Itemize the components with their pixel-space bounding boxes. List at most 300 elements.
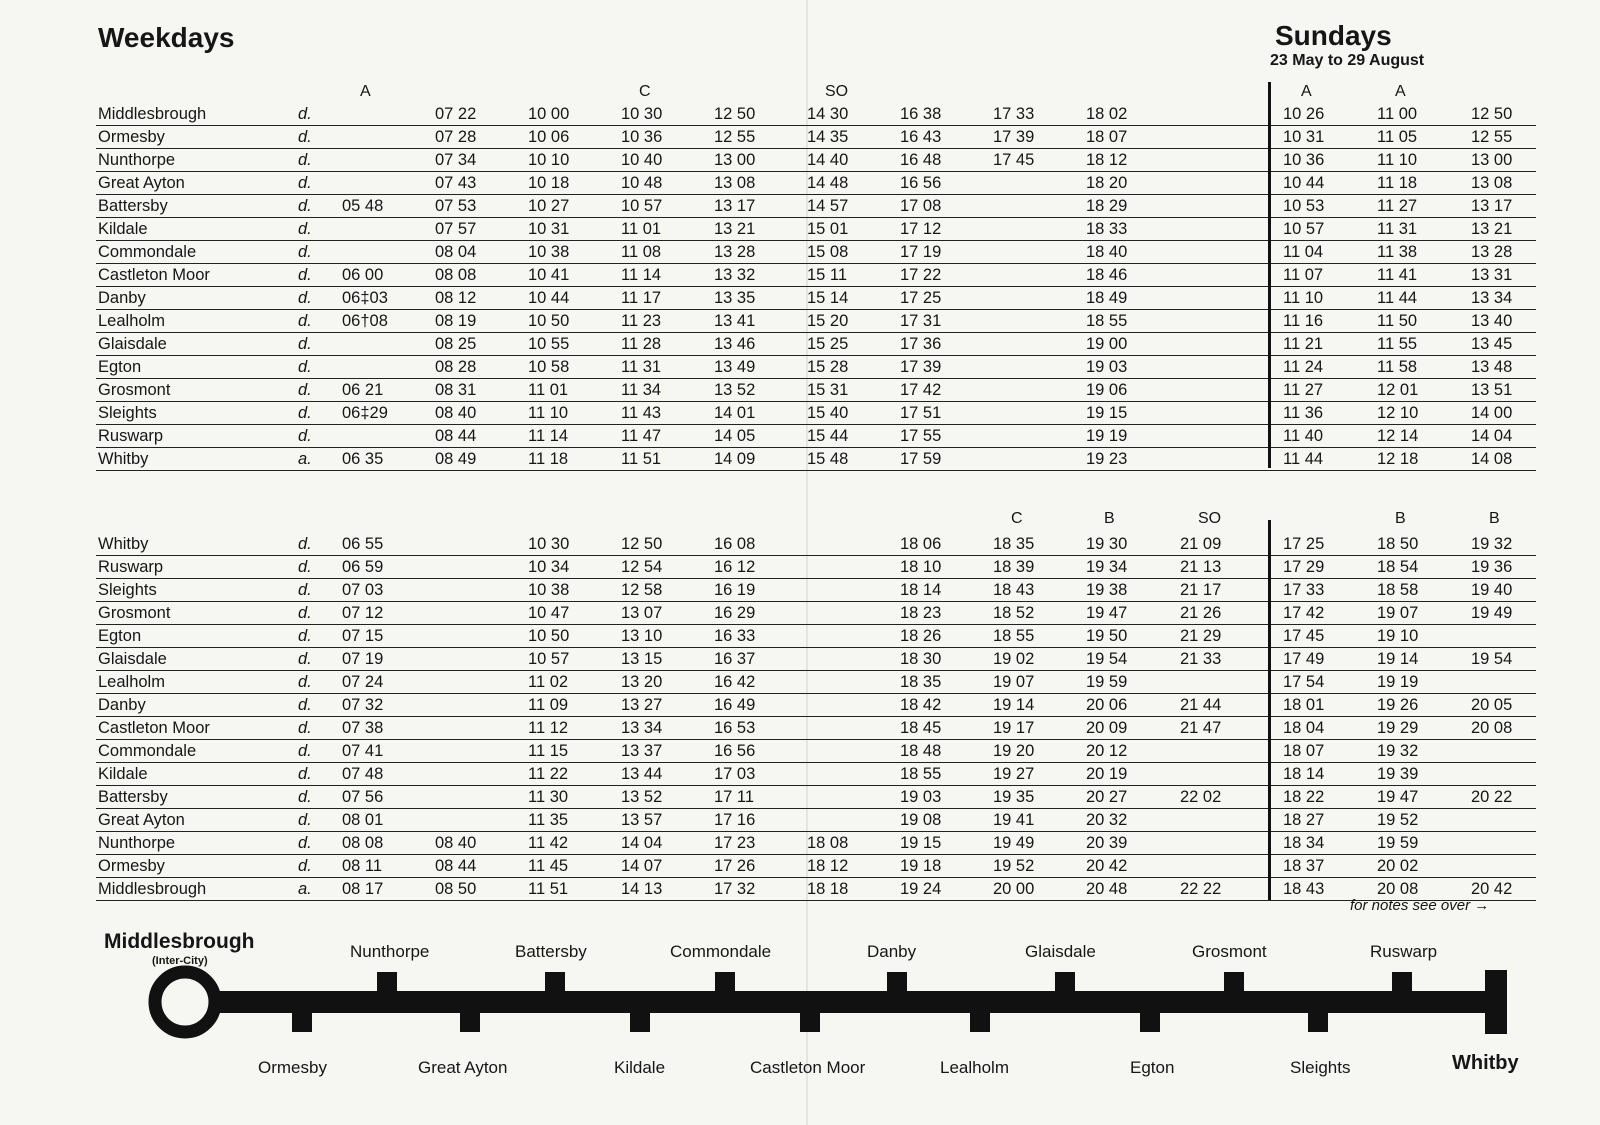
arr-dep-marker: d. [298,197,312,215]
weekday-time: 07 48 [342,765,384,783]
weekday-time: 06 55 [342,535,384,553]
sunday-time: 18 34 [1283,834,1325,852]
weekday-time: 19 14 [993,696,1035,714]
weekday-time: 16 12 [714,558,756,576]
weekday-time: 17 03 [714,765,756,783]
station-name: Egton [98,358,142,376]
weekday-time: 08 40 [435,404,477,422]
weekday-time: 18 29 [1086,197,1128,215]
column-note: B [1104,510,1115,527]
sunday-time: 13 17 [1471,197,1513,215]
sunday-time: 11 40 [1283,427,1324,445]
map-station-below: Great Ayton [418,1058,508,1077]
sunday-time: 10 53 [1283,197,1325,215]
weekday-time: 18 30 [900,650,942,668]
weekday-time: 12 50 [621,535,663,553]
weekday-time: 11 01 [528,381,569,399]
weekday-time: 20 48 [1086,880,1128,898]
weekday-time: 18 49 [1086,289,1128,307]
arr-dep-marker: d. [298,312,312,330]
arr-dep-marker: d. [298,266,312,284]
weekday-time: 17 36 [900,335,942,353]
arr-dep-marker: d. [298,404,312,422]
sunday-time: 19 39 [1377,765,1419,783]
table-row [96,762,1536,786]
weekday-time: 18 12 [1086,151,1128,169]
weekday-time: 19 30 [1086,535,1128,553]
weekday-time: 11 23 [621,312,662,330]
weekdays-heading: Weekdays [98,22,235,53]
weekday-time: 17 31 [900,312,942,330]
sunday-time: 12 01 [1377,381,1419,399]
weekday-time: 15 40 [807,404,849,422]
weekday-time: 07 56 [342,788,384,806]
table-row [96,532,1536,556]
weekday-time: 18 48 [900,742,942,760]
table-row [96,601,1536,625]
weekday-time: 06‡29 [342,404,388,422]
sunday-time: 13 31 [1471,266,1513,284]
station-name: Grosmont [98,604,171,622]
weekday-time: 06‡03 [342,289,388,307]
station-name: Lealholm [98,312,165,330]
weekday-time: 11 22 [528,765,569,783]
weekday-time: 13 27 [621,696,663,714]
weekday-time: 14 01 [714,404,756,422]
weekday-time: 07 24 [342,673,384,691]
arr-dep-marker: a. [298,450,312,468]
weekday-time: 14 04 [621,834,663,852]
table-row [96,194,1536,218]
map-station-below: Lealholm [940,1058,1009,1077]
weekday-time: 19 35 [993,788,1035,806]
station-name: Middlesbrough [98,105,207,123]
weekday-time: 17 51 [900,404,942,422]
weekday-time: 13 15 [621,650,663,668]
weekday-time: 17 26 [714,857,756,875]
table-row [96,424,1536,448]
station-name: Commondale [98,742,197,760]
table-row [96,693,1536,717]
weekday-time: 18 26 [900,627,942,645]
weekday-time: 13 07 [621,604,663,622]
weekday-time: 17 39 [900,358,942,376]
weekday-time: 12 50 [714,105,756,123]
station-name: Middlesbrough [98,880,207,898]
table-row [96,831,1536,855]
weekday-time: 08 17 [342,880,384,898]
arr-dep-marker: d. [298,673,312,691]
weekday-time: 11 10 [528,404,569,422]
sunday-time: 11 04 [1283,243,1324,261]
arr-dep-marker: d. [298,696,312,714]
weekday-time: 08 19 [435,312,477,330]
station-name: Grosmont [98,381,171,399]
sunday-time: 17 29 [1283,558,1325,576]
weekday-time: 11 14 [528,427,569,445]
weekday-time: 05 48 [342,197,384,215]
sunday-time: 13 00 [1471,151,1513,169]
weekday-time: 14 05 [714,427,756,445]
sunday-time: 11 44 [1377,289,1418,307]
station-name: Great Ayton [98,811,185,829]
weekday-time: 20 09 [1086,719,1128,737]
station-name: Castleton Moor [98,719,210,737]
weekday-time: 15 20 [807,312,849,330]
sunday-time: 19 19 [1377,673,1419,691]
sunday-time: 11 27 [1283,381,1324,399]
sunday-time: 18 27 [1283,811,1325,829]
weekday-time: 16 56 [714,742,756,760]
table-row [96,332,1536,356]
weekday-time: 08 50 [435,880,477,898]
table-row [96,670,1536,694]
station-name: Ormesby [98,857,165,875]
weekday-time: 18 23 [900,604,942,622]
weekday-time: 13 52 [621,788,663,806]
weekday-time: 17 25 [900,289,942,307]
weekday-time: 18 08 [807,834,849,852]
weekday-time: 11 47 [621,427,662,445]
sunday-time: 12 50 [1471,105,1513,123]
sunday-time: 20 08 [1471,719,1513,737]
station-name: Lealholm [98,673,165,691]
station-name: Whitby [98,535,149,553]
station-name: Ruswarp [98,427,164,445]
weekday-time: 11 02 [528,673,569,691]
arr-dep-marker: d. [298,174,312,192]
weekday-time: 18 39 [993,558,1035,576]
weekday-time: 21 44 [1180,696,1222,714]
sunday-time: 11 21 [1283,335,1324,353]
weekday-time: 18 55 [900,765,942,783]
weekday-time: 18 14 [900,581,942,599]
weekday-time: 20 27 [1086,788,1128,806]
sunday-time: 19 07 [1377,604,1419,622]
sunday-time: 11 00 [1377,105,1418,123]
table-row [96,401,1536,425]
weekday-time: 10 57 [528,650,570,668]
weekday-time: 21 29 [1180,627,1222,645]
sunday-time: 11 44 [1283,450,1324,468]
weekday-time: 08 12 [435,289,477,307]
sunday-time: 17 45 [1283,627,1325,645]
sunday-time: 13 48 [1471,358,1513,376]
column-note: B [1395,510,1406,527]
weekday-time: 13 28 [714,243,756,261]
table-row [96,355,1536,379]
weekday-time: 19 17 [993,719,1035,737]
weekday-time: 11 17 [621,289,662,307]
map-station-above: Battersby [515,942,587,961]
weekday-time: 18 33 [1086,220,1128,238]
weekday-time: 21 26 [1180,604,1222,622]
column-note: A [1301,83,1312,100]
map-start-station: Middlesbrough [104,930,255,953]
sunday-time: 10 57 [1283,220,1325,238]
weekday-time: 17 42 [900,381,942,399]
weekday-time: 10 27 [528,197,570,215]
sunday-time: 19 54 [1471,650,1513,668]
weekday-time: 07 53 [435,197,477,215]
weekday-time: 11 45 [528,857,569,875]
station-name: Danby [98,289,146,307]
map-station-above: Glaisdale [1025,942,1096,961]
weekday-time: 18 45 [900,719,942,737]
weekday-time: 10 40 [621,151,663,169]
weekday-time: 08 01 [342,811,384,829]
weekday-time: 18 20 [1086,174,1128,192]
weekday-time: 19 03 [1086,358,1128,376]
sunday-time: 12 55 [1471,128,1513,146]
weekday-time: 17 22 [900,266,942,284]
weekday-time: 20 19 [1086,765,1128,783]
weekday-time: 08 08 [435,266,477,284]
weekday-time: 13 17 [714,197,756,215]
map-station-below: Egton [1130,1058,1175,1077]
map-station-above: Ruswarp [1370,942,1438,961]
sunday-time: 17 49 [1283,650,1325,668]
weekday-time: 13 00 [714,151,756,169]
sunday-time: 11 16 [1283,312,1324,330]
weekday-time: 07 57 [435,220,477,238]
weekday-time: 18 06 [900,535,942,553]
station-name: Nunthorpe [98,834,176,852]
weekday-time: 16 08 [714,535,756,553]
weekday-time: 13 34 [621,719,663,737]
weekday-time: 16 49 [714,696,756,714]
weekday-time: 18 52 [993,604,1035,622]
weekday-time: 11 43 [621,404,662,422]
sunday-time: 11 24 [1283,358,1324,376]
weekday-time: 13 41 [714,312,756,330]
station-name: Kildale [98,765,148,783]
arr-dep-marker: d. [298,535,312,553]
arr-dep-marker: d. [298,788,312,806]
weekday-time: 10 30 [621,105,663,123]
sunday-time: 11 31 [1377,220,1418,238]
map-start-subtitle: (Inter-City) [152,955,208,967]
sunday-time: 19 32 [1471,535,1513,553]
sunday-time: 19 36 [1471,558,1513,576]
column-note: A [360,83,371,100]
sunday-time: 18 37 [1283,857,1325,875]
weekday-time: 17 55 [900,427,942,445]
weekday-time: 19 08 [900,811,942,829]
weekday-time: 18 02 [1086,105,1128,123]
arr-dep-marker: d. [298,558,312,576]
table-row [96,808,1536,832]
weekday-time: 10 31 [528,220,570,238]
weekday-time: 07 22 [435,105,477,123]
weekday-time: 16 43 [900,128,942,146]
weekday-time: 10 18 [528,174,570,192]
weekday-time: 10 10 [528,151,570,169]
map-station-above: Grosmont [1192,942,1267,961]
weekday-time: 20 39 [1086,834,1128,852]
station-name: Commondale [98,243,197,261]
weekday-time: 11 34 [621,381,662,399]
sunday-time: 19 52 [1377,811,1419,829]
arr-dep-marker: d. [298,765,312,783]
weekday-time: 10 48 [621,174,663,192]
weekday-time: 19 38 [1086,581,1128,599]
weekday-time: 14 13 [621,880,663,898]
sunday-time: 19 40 [1471,581,1513,599]
weekday-time: 13 57 [621,811,663,829]
sunday-time: 20 05 [1471,696,1513,714]
weekday-time: 19 54 [1086,650,1128,668]
sunday-time: 14 08 [1471,450,1513,468]
sunday-time: 11 05 [1377,128,1418,146]
weekday-time: 21 17 [1180,581,1222,599]
column-note: C [639,83,651,100]
weekday-time: 19 50 [1086,627,1128,645]
weekday-time: 18 35 [900,673,942,691]
weekday-time: 13 08 [714,174,756,192]
weekday-time: 20 42 [1086,857,1128,875]
sunday-time: 19 10 [1377,627,1419,645]
weekday-time: 19 41 [993,811,1035,829]
sunday-time: 20 02 [1377,857,1419,875]
weekday-time: 16 37 [714,650,756,668]
weekday-time: 20 00 [993,880,1035,898]
station-name: Ruswarp [98,558,164,576]
weekday-time: 16 48 [900,151,942,169]
weekday-time: 13 46 [714,335,756,353]
sunday-time: 11 18 [1377,174,1418,192]
arr-dep-marker: d. [298,857,312,875]
arr-dep-marker: d. [298,128,312,146]
weekday-time: 17 11 [714,788,755,806]
table-row [96,148,1536,172]
table-row [96,739,1536,763]
sunday-time: 19 59 [1377,834,1419,852]
weekday-time: 17 32 [714,880,756,898]
arr-dep-marker: d. [298,289,312,307]
weekday-time: 18 18 [807,880,849,898]
weekday-time: 16 56 [900,174,942,192]
table-row [96,286,1536,310]
sunday-time: 12 18 [1377,450,1419,468]
column-note: SO [825,83,849,100]
weekday-time: 10 38 [528,581,570,599]
sunday-time: 12 14 [1377,427,1419,445]
weekday-time: 13 21 [714,220,756,238]
weekday-time: 13 35 [714,289,756,307]
weekday-time: 18 40 [1086,243,1128,261]
weekday-time: 16 42 [714,673,756,691]
weekday-time: 19 23 [1086,450,1128,468]
station-name: Glaisdale [98,335,167,353]
sunday-time: 13 08 [1471,174,1513,192]
table-row [96,102,1536,126]
weekday-time: 11 14 [621,266,662,284]
weekday-time: 15 44 [807,427,849,445]
weekday-time: 20 12 [1086,742,1128,760]
weekday-time: 06 21 [342,381,384,399]
sunday-time: 18 54 [1377,558,1419,576]
weekday-time: 10 47 [528,604,570,622]
weekday-time: 13 32 [714,266,756,284]
weekday-time: 08 11 [342,857,383,875]
weekday-time: 12 54 [621,558,663,576]
column-note: SO [1198,510,1222,527]
station-name: Sleights [98,404,157,422]
sunday-time: 18 04 [1283,719,1325,737]
weekday-time: 13 49 [714,358,756,376]
sunday-time: 18 43 [1283,880,1325,898]
sunday-time: 11 36 [1283,404,1324,422]
weekday-time: 11 30 [528,788,569,806]
arr-dep-marker: d. [298,335,312,353]
weekday-time: 12 55 [714,128,756,146]
weekday-time: 19 24 [900,880,942,898]
weekday-time: 07 38 [342,719,384,737]
weekday-time: 16 29 [714,604,756,622]
weekday-time: 16 19 [714,581,756,599]
weekday-time: 18 55 [1086,312,1128,330]
weekday-time: 19 15 [900,834,942,852]
station-name: Sleights [98,581,157,599]
station-name: Great Ayton [98,174,185,192]
weekday-time: 18 35 [993,535,1035,553]
map-station-above: Danby [867,942,917,961]
weekday-time: 17 19 [900,243,942,261]
weekday-time: 20 32 [1086,811,1128,829]
weekday-time: 06†08 [342,312,388,330]
weekday-time: 19 06 [1086,381,1128,399]
table-row [96,785,1536,809]
weekday-time: 14 40 [807,151,849,169]
weekday-time: 07 41 [342,742,384,760]
column-note: A [1395,83,1406,100]
weekday-time: 08 44 [435,857,477,875]
weekday-time: 18 10 [900,558,942,576]
weekday-time: 14 09 [714,450,756,468]
weekday-time: 14 07 [621,857,663,875]
weekday-time: 19 07 [993,673,1035,691]
weekday-time: 10 36 [621,128,663,146]
sunday-time: 11 07 [1283,266,1324,284]
map-station-below: Sleights [1290,1058,1351,1077]
weekday-time: 13 52 [714,381,756,399]
sunday-time: 17 33 [1283,581,1325,599]
sunday-time: 11 58 [1377,358,1418,376]
station-name: Nunthorpe [98,151,176,169]
weekday-time: 19 00 [1086,335,1128,353]
weekday-time: 19 27 [993,765,1035,783]
weekday-time: 15 31 [807,381,849,399]
station-name: Kildale [98,220,148,238]
station-name: Whitby [98,450,149,468]
weekday-time: 19 52 [993,857,1035,875]
weekday-time: 15 48 [807,450,849,468]
table-row [96,555,1536,579]
weekday-time: 15 01 [807,220,849,238]
weekday-time: 22 22 [1180,880,1222,898]
table-row [96,854,1536,878]
sunday-time: 17 54 [1283,673,1325,691]
weekday-time: 19 59 [1086,673,1128,691]
station-name: Glaisdale [98,650,167,668]
weekday-time: 13 37 [621,742,663,760]
weekday-time: 15 25 [807,335,849,353]
weekday-time: 10 41 [528,266,570,284]
sunday-time: 13 51 [1471,381,1513,399]
arr-dep-marker: d. [298,151,312,169]
sunday-divider-bottom [1268,520,1271,900]
